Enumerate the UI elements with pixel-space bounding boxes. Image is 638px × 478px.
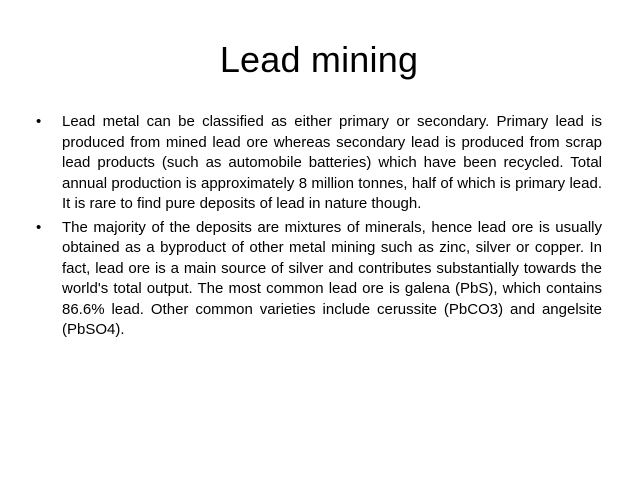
bullet-text: The majority of the deposits are mixtures of minerals, hence lead ore is usually obtained as a byproduct of other metal mining such as zinc, silver or copper. In fact, lead ore is a main source of silver and contributes substantially towards the world's total output. The most common lead ore is galena (PbS), which contains 86.6% lead. Other common varieties include cerussite (PbCO3) and angelsite (PbSO4). xyxy=(62,218,602,338)
bullet-text: Lead metal can be classified as either primary or secondary. Primary lead is produced from mined lead ore whereas secondary lead is produced from scrap lead products (such as automobile batteries) which have been recycled. Total annual production is approximately 8 million tonnes, half of which is primary lead. It is rare to find pure deposits of lead in nature though. xyxy=(62,113,602,212)
bullet-item xyxy=(36,218,602,341)
bullet-list xyxy=(36,112,602,344)
slide-title: Lead mining xyxy=(219,39,419,80)
bullet-item xyxy=(36,112,602,215)
bullet-marker: • xyxy=(36,113,42,130)
bullet-marker: • xyxy=(36,218,42,236)
